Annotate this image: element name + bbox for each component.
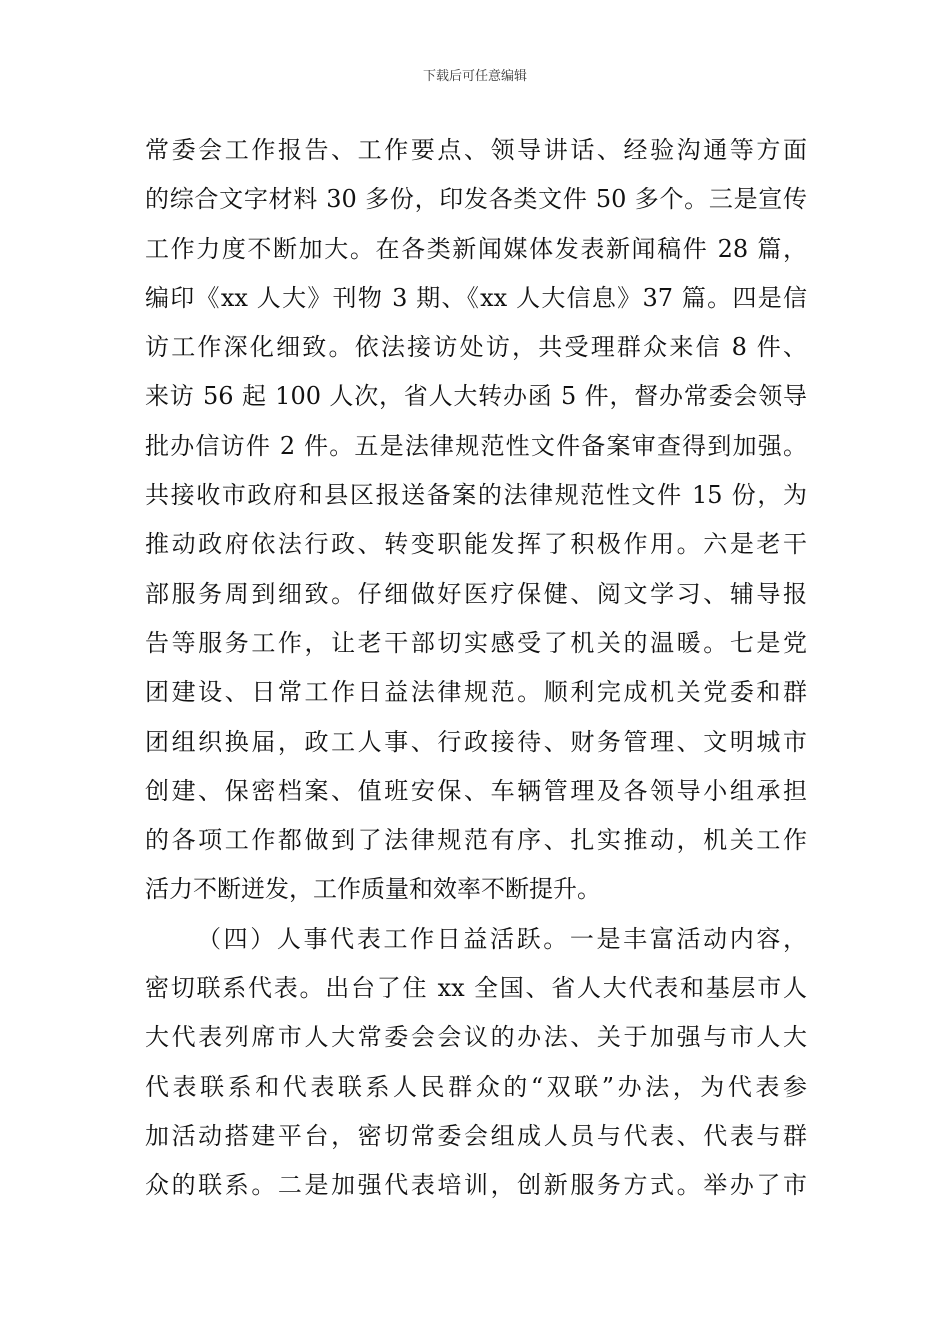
text-line: 推动政府依法行政、转变职能发挥了积极作用。六是老干 <box>145 530 807 559</box>
text-line: 创建、保密档案、值班安保、车辆管理及各领导小组承担 <box>145 776 807 805</box>
text-line: 共接收市政府和县区报送备案的法律规范性文件 15 份，为 <box>145 481 807 510</box>
text-line: 活力不断迸发，工作质量和效率不断提升。 <box>145 875 601 904</box>
text-line: 常委会工作报告、工作要点、领导讲话、经验沟通等方面 <box>145 136 807 164</box>
text-line: 代表联系和代表联系人民群众的“双联”办法，为代表参 <box>145 1072 807 1101</box>
section-heading-line: （四）人事代表工作日益活跃。一是丰富活动内容， <box>197 924 807 953</box>
text-line: 的综合文字材料 30 多份，印发各类文件 50 多个。三是宣传 <box>145 185 807 214</box>
page-header: 下载后可任意编辑 <box>422 69 527 84</box>
text-line: 团建设、日常工作日益法律规范。顺利完成机关党委和群 <box>145 678 807 707</box>
text-line: 来访 56 起 100 人次，省人大转办函 5 件，督办常委会领导 <box>145 382 807 411</box>
text-line: 编印《xx 人大》刊物 3 期、《xx 人大信息》37 篇。四是信 <box>145 283 807 312</box>
body-text <box>145 126 807 1211</box>
text-line: 部服务周到细致。仔细做好医疗保健、阅文学习、辅导报 <box>145 579 807 608</box>
text-line: 访工作深化细致。依法接访处访，共受理群众来信 8 件、 <box>145 333 807 362</box>
text-line: 工作力度不断加大。在各类新闻媒体发表新闻稿件 28 篇， <box>145 234 807 263</box>
text-line: 众的联系。二是加强代表培训，创新服务方式。举办了市 <box>145 1171 807 1200</box>
text-line: 告等服务工作，让老干部切实感受了机关的温暖。七是党 <box>145 628 807 657</box>
text-line: 批办信访件 2 件。五是法律规范性文件备案审查得到加强。 <box>145 431 807 460</box>
text-line: 大代表列席市人大常委会会议的办法、关于加强与市人大 <box>145 1023 807 1052</box>
text-line: 团组织换届，政工人事、行政接待、财务管理、文明城市 <box>145 727 807 756</box>
text-line: 密切联系代表。出台了住 xx 全国、省人大代表和基层市人 <box>145 974 807 1003</box>
text-line: 的各项工作都做到了法律规范有序、扎实推动，机关工作 <box>145 826 807 855</box>
text-line: 加活动搭建平台，密切常委会组成人员与代表、代表与群 <box>145 1121 807 1150</box>
